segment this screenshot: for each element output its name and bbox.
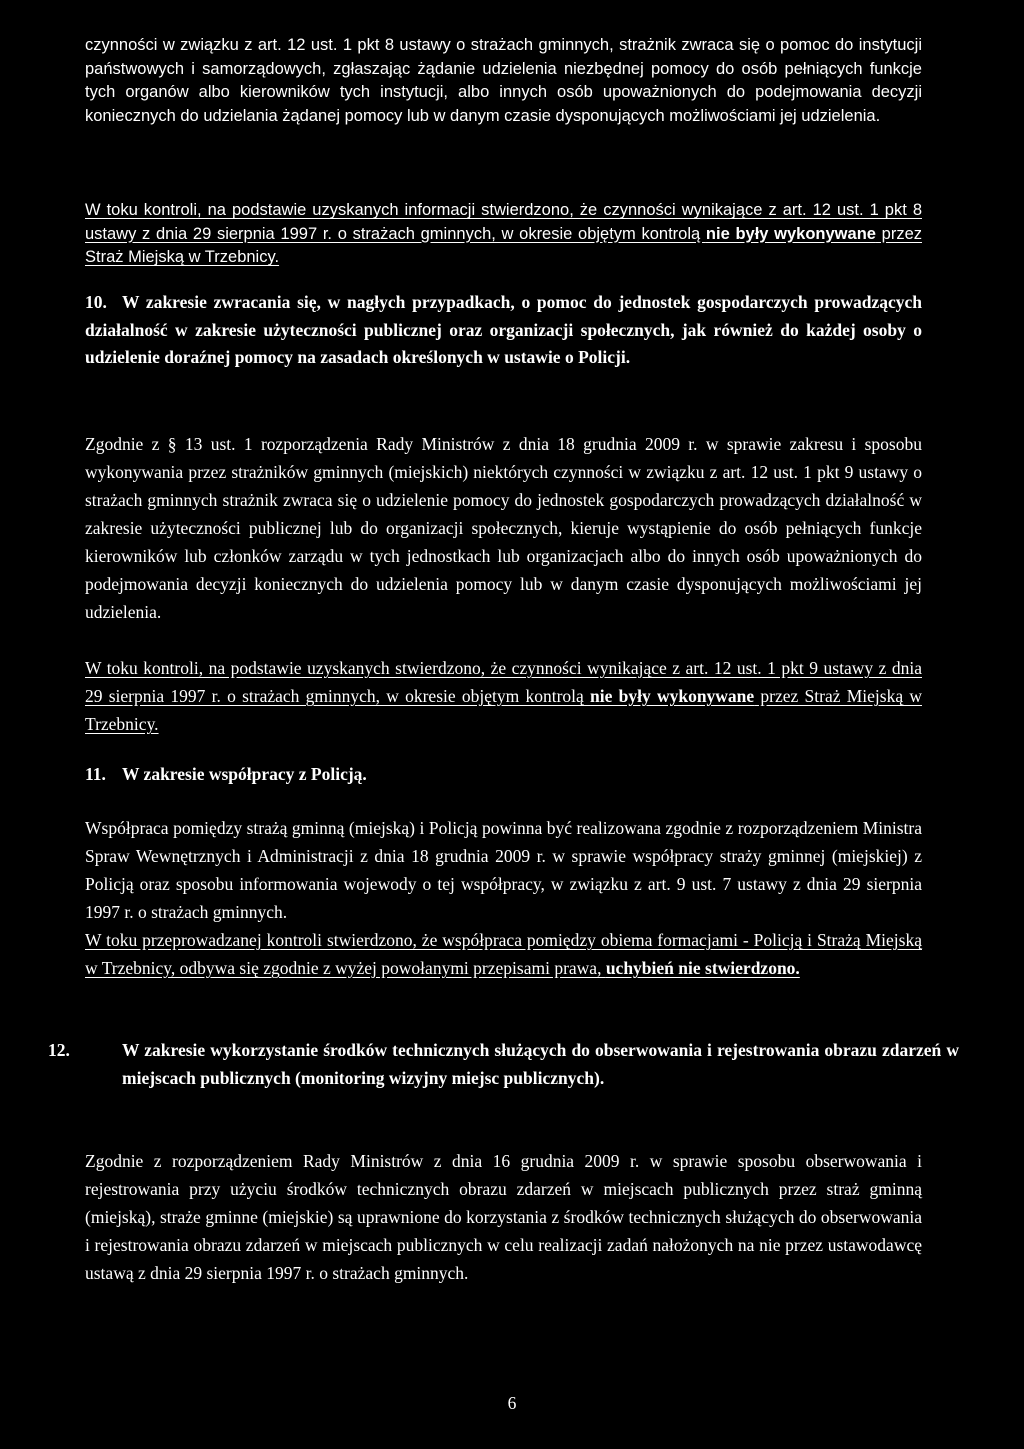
section-10-finding-emphasis: nie były wykonywane	[590, 686, 755, 706]
finding-8-paragraph	[85, 199, 922, 270]
section-12-body: Zgodnie z rozporządzeniem Rady Ministrów z dnia 16 grudnia 2009 r. w sprawie sposobu obserwowania i rejestrowania przy użyciu środków technicznych obrazu zdarzeń w miejscach publicznych przez straż gminną (miejską), straże gminne (miejskie) są uprawnione do korzystania z środków technicznych służących do obserwowania i rejestrowania obrazu zdarzeń w miejscach publicznych w celu realizacji zadań nałożonych na nie przez ustawodawcę ustawą z dnia 29 sierpnia 1997 r. o strażach gminnych.	[85, 1151, 922, 1283]
section-10-body: Zgodnie z § 13 ust. 1 rozporządzenia Rady Ministrów z dnia 18 grudnia 2009 r. w sprawie zakresu i sposobu wykonywania przez strażników gminnych (miejskich) niektórych czynności w związku z art. 12 ust. 1 pkt 9 ustawy o strażach gminnych strażnik zwraca się o udzielenie pomocy do jednostek gospodarczych prowadzących działalność w zakresie użyteczności publicznej lub do organizacji społecznych, kieruje wystąpienie do osób pełniących funkcje kierowników lub członków zarządu w tych jednostkach lub organizacjach albo do innych osób upoważnionych do podejmowania decyzji koniecznych do udzielenia pomocy lub w danym czasie dysponujących możliwościami jej udzielenia.	[85, 434, 922, 622]
section-11-finding	[85, 926, 922, 982]
section-12-title: W zakresie wykorzystanie środków technicznych służących do obserwowania i rejestrowania obrazu zdarzeń w miejscach publicznych (monitoring wizyjny miejsc publicznych).	[122, 1040, 959, 1088]
section-10-heading	[85, 289, 922, 372]
section-12-number: 12.	[48, 1040, 70, 1060]
section-11-title: W zakresie współpracy z Policją.	[122, 764, 367, 784]
section-11-finding-lead: W toku przeprowadzanej kontroli stwierdzono, że współpraca pomiędzy obiema formacjami - Policją i Strażą Miejską w Trzebnicy, odbywa się zgodnie z wyżej powołanymi przepisami prawa,	[85, 930, 922, 978]
section-10-finding	[85, 654, 922, 738]
section-10-finding-tail: przez Straż Miejską w Trzebnicy.	[85, 686, 922, 734]
section-11-body: Współpraca pomiędzy strażą gminną (miejską) i Policją powinna być realizowana zgodnie z rozporządzeniem Ministra Spraw Wewnętrznych i Administracji z dnia 18 grudnia 2009 r. w sprawie współpracy straży gminnej (miejskiej) z Policją oraz sposobu informowania wojewody o tej współpracy, w związku z art. 9 ust. 7 ustawy z dnia 29 sierpnia 1997 r. o strażach gminnych.	[85, 818, 922, 922]
page-number: 6	[507, 1393, 517, 1413]
section-11-heading	[85, 761, 922, 789]
section-11-number: 11.	[85, 764, 106, 784]
section-10-title: W zakresie zwracania się, w nagłych przypadkach, o pomoc do jednostek gospodarczych prowadzących działalność w zakresie użyteczności publicznej oraz organizacji społecznych, jak również do każdej osoby o udzielenie doraźnej pomocy na zasadach określonych w ustawie o Policji.	[85, 292, 922, 367]
section-10-finding-lead: W toku kontroli, na podstawie uzyskanych stwierdzono, że czynności wynikające z art. 12 ust. 1 pkt 9 ustawy z dnia 29 sierpnia 1997 r. o strażach gminnych, w okresie objętym kontrolą	[85, 658, 922, 706]
section-11-finding-emphasis: uchybień nie stwierdzono.	[605, 958, 800, 978]
finding-8-lead: W toku kontroli, na podstawie uzyskanych informacji stwierdzono, że czynności wynikające z art. 12 ust. 1 pkt 8 ustawy z dnia 29 sierpnia 1997 r. o strażach gminnych, w okresie objętym kontrolą	[85, 201, 922, 243]
intro-paragraph: czynności w związku z art. 12 ust. 1 pkt 8 ustawy o strażach gminnych, strażnik zwraca się o pomoc do instytucji państwowych i samorządowych, zgłaszając żądanie udzielenia niezbędnej pomocy do osób pełniących funkcje tych organów albo kierowników tych instytucji, albo innych osób upoważnionych do podejmowania decyzji koniecznych do udzielania żądanej pomocy lub w danym czasie dysponujących możliwościami jej udzielenia.	[85, 36, 922, 125]
section-12-heading	[48, 1037, 959, 1092]
finding-8-tail: przez Straż Miejską w Trzebnicy.	[85, 224, 922, 266]
section-10-number: 10.	[85, 292, 107, 312]
finding-8-emphasis: nie były wykonywane	[705, 224, 876, 243]
